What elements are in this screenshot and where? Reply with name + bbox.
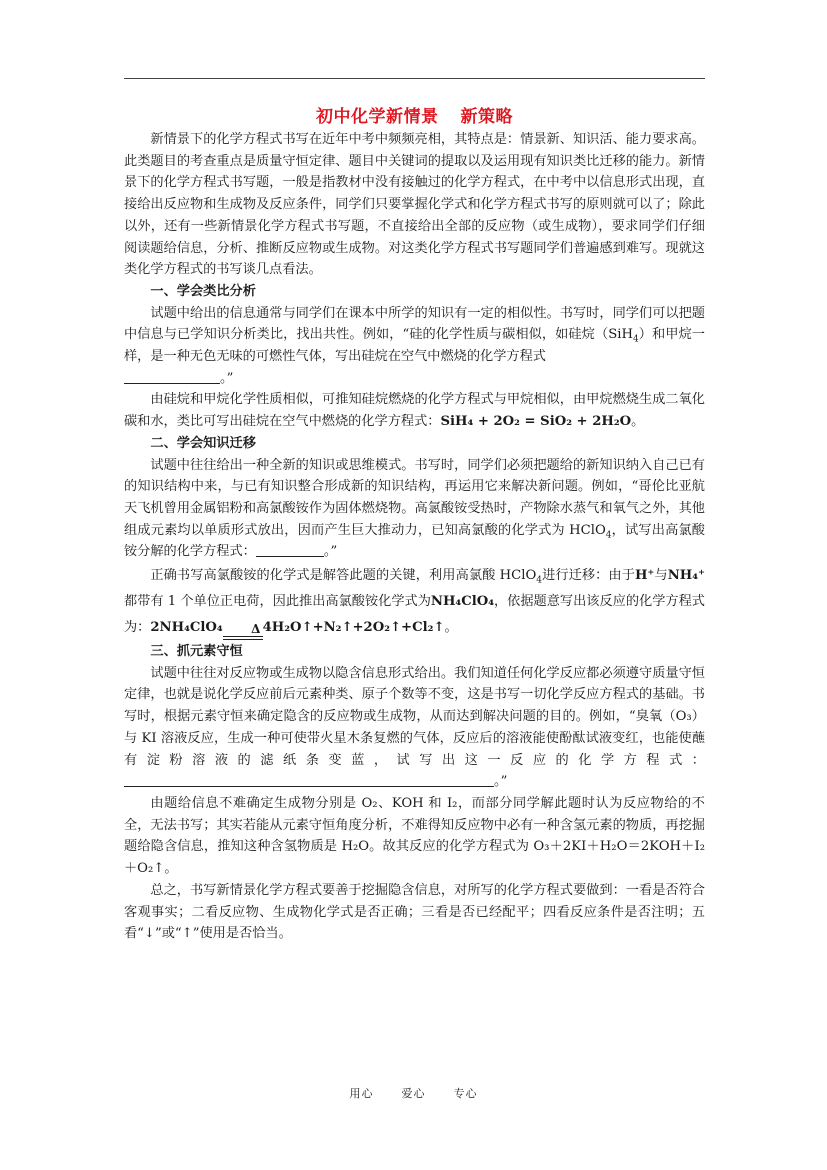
- article-body: [124, 129, 705, 945]
- section-1-paragraph-1: 试题中给出的信息通常与同学们在课本中所学的知识有一定的相似性。书写时，同学们可以把题中信息与已学知识分析类比，找出共性。例如，“硅的化学性质与碳相似，如硅烷（SiH$_4$）和甲烷一样，是一种无色无味的可燃性气体，写出硅烷在空气中燃烧的化学方程式 。”: [124, 305, 705, 386]
- answer-blank: [256, 542, 324, 557]
- section-1-heading: 一、学会类比分析: [150, 283, 256, 299]
- answer-blank: [124, 369, 220, 384]
- conclusion-paragraph: 总之，书写新情景化学方程式要善于挖掘隐含信息，对所写的化学方程式要做到：一看是否符合客观事实；二看反应物、生成物化学式是否正确；三看是否已经配平；四看反应条件是否注明；五看“↓”或“↑”使用是否恰当。: [124, 882, 705, 942]
- title-main: 初中化学新情景: [316, 107, 439, 127]
- page-title: [124, 102, 705, 127]
- section-3-heading: 三、抓元素守恒: [150, 644, 243, 660]
- title-sub: 新策略: [460, 107, 513, 127]
- section-2-heading: 二、学会知识迁移: [150, 435, 256, 451]
- section-1-paragraph-2: 由硅烷和甲烷化学性质相似，可推知硅烷燃烧的化学方程式与甲烷相似，由甲烷燃烧生成二氧化碳和水，类比可写出硅烷在空气中燃烧的化学方程式：SiH₄ + 2O₂ = SiO₂ + 2H₂O。: [124, 392, 705, 430]
- answer-blank: [124, 772, 494, 787]
- section-3-paragraph-2: 由题给信息不难确定生成物分别是 O₂、KOH 和 I₂，而部分同学解此题时认为反应物给的不全，无法书写；其实若能从元素守恒角度分析，不难得知反应物中必有一种含氢元素的物质，再挖掘题给隐含信息，推知这种含氢物质是 H₂O。故其反应的化学方程式为 O₃＋2KI＋H₂O＝2KOH＋I₂＋O₂↑。: [124, 795, 705, 877]
- section-3-paragraph-1: 试题中往往对反应物或生成物以隐含信息形式给出。我们知道任何化学反应都必须遵守质量守恒定律，也就是说化学反应前后元素种类、原子个数等不变，这是书写一切化学反应方程式的基础。书写时，根据元素守恒来确定隐含的反应物或生成物，从而达到解决问题的目的。例如，“臭氧（O₃）与 KI 溶液反应，生成一种可使带火星木条复燃的气体，反应后的溶液能使酚酞试液变红，也能使蘸有淀粉溶液的滤纸条变蓝，试写出这一反应的化学方程式：。”: [124, 665, 705, 790]
- page-footer: 用心 爱心 专心: [349, 1087, 478, 1100]
- heat-condition-sign: Δ: [223, 624, 263, 640]
- intro-paragraph: 新情景下的化学方程式书写在近年中考中频频亮相，其特点是：情景新、知识活、能力要求高。此类题目的考查重点是质量守恒定律、题目中关键词的提取以及运用现有知识类比迁移的能力。新情景下的化学方程式书写题，一般是指教材中没有接触过的化学方程式，在中考中以信息形式出现，直接给出反应物和生成物及反应条件，同学们只要掌握化学式和化学方程式书写的原则就可以了；除此以外，还有一些新情景化学方程式书写题，不直接给出全部的反应物（或生成物），要求同学们仔细阅读题给信息，分析、推断反应物或生成物。对这类化学方程式书写题同学们普遍感到难写。现就这类化学方程式的书写谈几点看法。: [124, 132, 705, 278]
- decomposition-equation-right: 4H₂O↑+N₂↑+2O₂↑+Cl₂↑: [262, 620, 445, 636]
- section-2-paragraph-1: 试题中往往给出一种全新的知识或思维模式。书写时，同学们必须把题给的新知识纳入自己已有的知识结构中来，与已有知识整合形成新的知识结构，再运用它来解决新问题。例如，“哥伦比亚航天飞机曾用金属铝粉和高氯酸铵作为固体燃烧物。高氯酸铵受热时，产物除水蒸气和氧气之外，其他组成元素均以单质形式放出，因而产生巨大推动力，已知高氯酸的化学式为 HClO$_4$，试写出高氯酸铵分解的化学方程式： 。”: [124, 457, 705, 560]
- section-2-paragraph-2: 正确书写高氯酸铵的化学式是解答此题的关键，利用高氯酸 HClO$_4$进行迁移：由于H⁺与NH₄⁺都带有 1 个单位正电荷，因此推出高氯酸铵化学式为NH₄ClO₄，依据题意写出该反应的化学方程式为：2NH₄ClO₄ Δ 4H₂O↑+N₂↑+2O₂↑+Cl₂↑。: [124, 563, 705, 641]
- silane-equation: SiH₄ + 2O₂ = SiO₂ + 2H₂O: [440, 414, 632, 430]
- decomposition-equation-left: 2NH₄ClO₄: [150, 620, 223, 636]
- header-rule: [124, 78, 705, 79]
